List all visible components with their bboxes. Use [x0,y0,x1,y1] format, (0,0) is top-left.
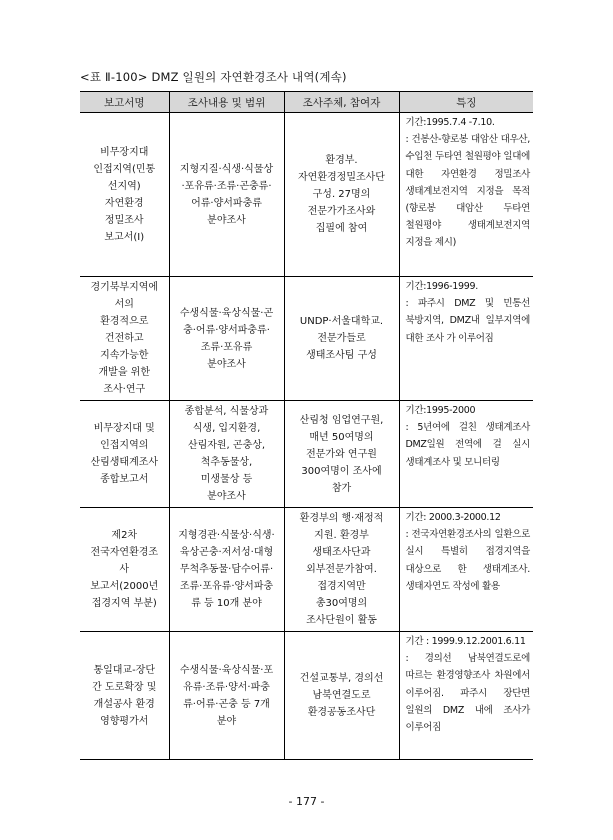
header-feature: 특징 [399,92,533,113]
cell-feature: 기간:1996-1999. : 파주시 DMZ 및 민통선 북방지역, DMZ내 일부지역에 대한 조사 가 이루어짐 [399,277,533,401]
cell-report: 경기북부지역에 서의 환경적으로 건전하고 지속가능한 개발을 위한 조사·연구 [80,277,169,401]
table-row [80,632,533,760]
survey-table [80,91,533,760]
cell-agent: 산림청 임업연구원, 매년 50여명의 전문가와 연구원 300여명이 조사에 참가 [284,401,399,508]
table-row [80,508,533,632]
table-header-row [80,92,533,113]
cell-content: 수생식물·육상식물·포 유류·조류·양서·파충 류·어류·곤충 등 7개 분야 [169,632,284,760]
cell-agent: 환경부. 자연환경정밀조사단 구성. 27명의 전문가가조사와 집필에 참여 [284,113,399,277]
page-number: - 177 - [288,795,325,808]
cell-content: 종합분석, 식물상과 식생, 입지환경, 산림자원, 곤충상, 척추동물상, 미생물상 등 분야조사 [169,401,284,508]
cell-report: 비무장지대 및 인접지역의 산림생태계조사 종합보고서 [80,401,169,508]
cell-content: 지형지질·식생·식물상 ·포유류·조류·곤충류· 어류·양서파충류 분야조사 [169,113,284,277]
cell-agent: 건설교통부, 경의선 남북연결도로 환경공동조사단 [284,632,399,760]
cell-agent: UNDP·서울대학교. 전문가들로 생태조사팀 구성 [284,277,399,401]
cell-feature: 기간:1995.7.4 -7.10. : 건봉산-향로봉 대암산 대우산, 수입천 두타연 철원평야 일대에 대한 자연환경 정밀조사 생태계보전지역 지정을 목적 (향로봉 대암산 두타연 철원평야 생태계보전지역 지정을 제시) [399,113,533,277]
cell-feature: 기간 : 1999.9.12.2001.6.11 : 경의선 남북연결도로에 따르는 환경영향조사 차원에서 이루어짐. 파주시 장단면 일원의 DMZ 내에 조사가 이루어짐 [399,632,533,760]
header-agent: 조사주체, 참여자 [284,92,399,113]
header-report-name: 보고서명 [80,92,169,113]
cell-report: 제2차 전국자연환경조 사 보고서(2000년 접경지역 부분) [80,508,169,632]
table-row [80,277,533,401]
cell-feature: 기간:1995-2000 : 5년여에 걸친 생태계조사 DMZ일원 전역에 걸 실시 생태계조사 및 모니터링 [399,401,533,508]
cell-report: 비무장지대 인접지역(민통 선지역) 자연환경 정밀조사 보고서(Ⅰ) [80,113,169,277]
table-caption: <표 Ⅱ-100> DMZ 일원의 자연환경조사 내역(계속) [80,70,347,84]
cell-report: 통일대교-장단 간 도로확장 및 개설공사 환경 영향평가서 [80,632,169,760]
table-row [80,113,533,277]
cell-content: 수생식물·육상식물·곤 충·어류·양서파충류· 조류·포유류 분야조사 [169,277,284,401]
cell-agent: 환경부의 행·재정적 지원. 환경부 생태조사단과 외부전문가참여. 접경지역만 총30여명의 조사단원이 활동 [284,508,399,632]
cell-content: 지형경관·식물상·식생· 육상곤충·저서성·대형 무척추동물·담수어류· 조류·포유류·양서파충 류 등 10개 분야 [169,508,284,632]
table-row [80,401,533,508]
header-content-scope: 조사내용 및 범위 [169,92,284,113]
cell-feature: 기간: 2000.3-2000.12 : 전국자연환경조사의 일환으로 실시 특별히 접경지역을 대상으로 한 생태계조사. 생태자연도 작성에 활용 [399,508,533,632]
